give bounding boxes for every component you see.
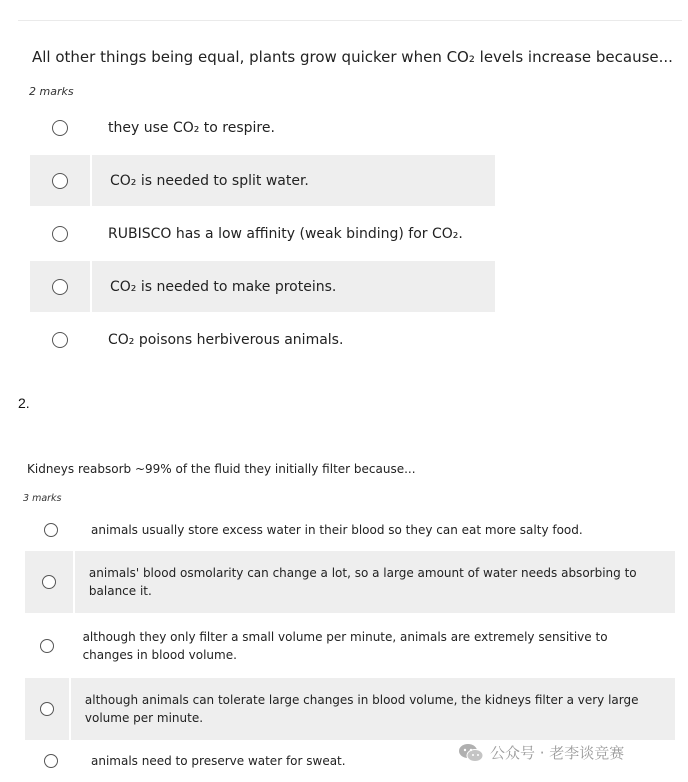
watermark-text: 公众号 · 老李谈竞赛 [490,744,625,762]
q1-option-4-radio[interactable] [52,279,68,295]
top-divider [18,20,682,21]
q2-option-4-radio[interactable] [40,702,54,716]
q1-option-5-label: CO₂ poisons herbiverous animals. [108,331,344,348]
q1-option-1-label: they use CO₂ to respire. [108,119,275,136]
q2-option-2-label: animals' blood osmolarity can change a lot, so a large amount of water needs absorbing to balance it. [88,566,637,598]
wechat-icon [458,743,484,763]
q2-option-3-radio[interactable] [40,639,54,653]
q2-option-1-label: animals usually store excess water in their blood so they can eat more salty food. [91,523,583,537]
q2-option-4[interactable] [25,678,675,740]
q1-option-3-radio[interactable] [52,226,68,242]
q1-option-2-radio[interactable] [52,173,68,189]
question-1-marks: 2 marks [29,85,74,98]
question-1-options [30,101,495,366]
q2-option-2-radio[interactable] [42,575,56,589]
q1-option-4-label: CO₂ is needed to make proteins. [110,278,337,295]
question-2-marks: 3 marks [23,493,62,504]
q1-option-5[interactable] [30,313,495,366]
q1-option-2-label: CO₂ is needed to split water. [110,172,309,189]
q2-option-5-radio[interactable] [44,754,58,768]
q1-option-1-radio[interactable] [52,120,68,136]
q2-option-2[interactable] [25,551,675,613]
question-1-title: All other things being equal, plants grow quicker when CO₂ levels increase because... [32,48,673,66]
q1-option-5-radio[interactable] [52,332,68,348]
q2-option-4-label: although animals can tolerate large changes in blood volume, the kidneys filter a very large volume per minute. [84,693,639,725]
q2-option-3[interactable] [25,613,675,678]
q1-option-2[interactable] [30,155,495,206]
q2-option-1[interactable] [25,509,675,551]
q2-option-1-radio[interactable] [44,523,58,537]
question-2-number: 2. [18,395,30,411]
q1-option-4[interactable] [30,261,495,312]
q2-option-3-label: although they only filter a small volume per minute, animals are extremely sensitive to changes in blood volume. [82,629,608,662]
watermark [458,742,624,763]
q1-option-3[interactable] [30,207,495,260]
question-2-title: Kidneys reabsorb ~99% of the fluid they initially filter because... [27,462,416,476]
q1-option-1[interactable] [30,101,495,154]
q1-option-3-label: RUBISCO has a low affinity (weak binding) for CO₂. [108,225,463,242]
q2-option-5-label: animals need to preserve water for sweat. [91,754,346,768]
